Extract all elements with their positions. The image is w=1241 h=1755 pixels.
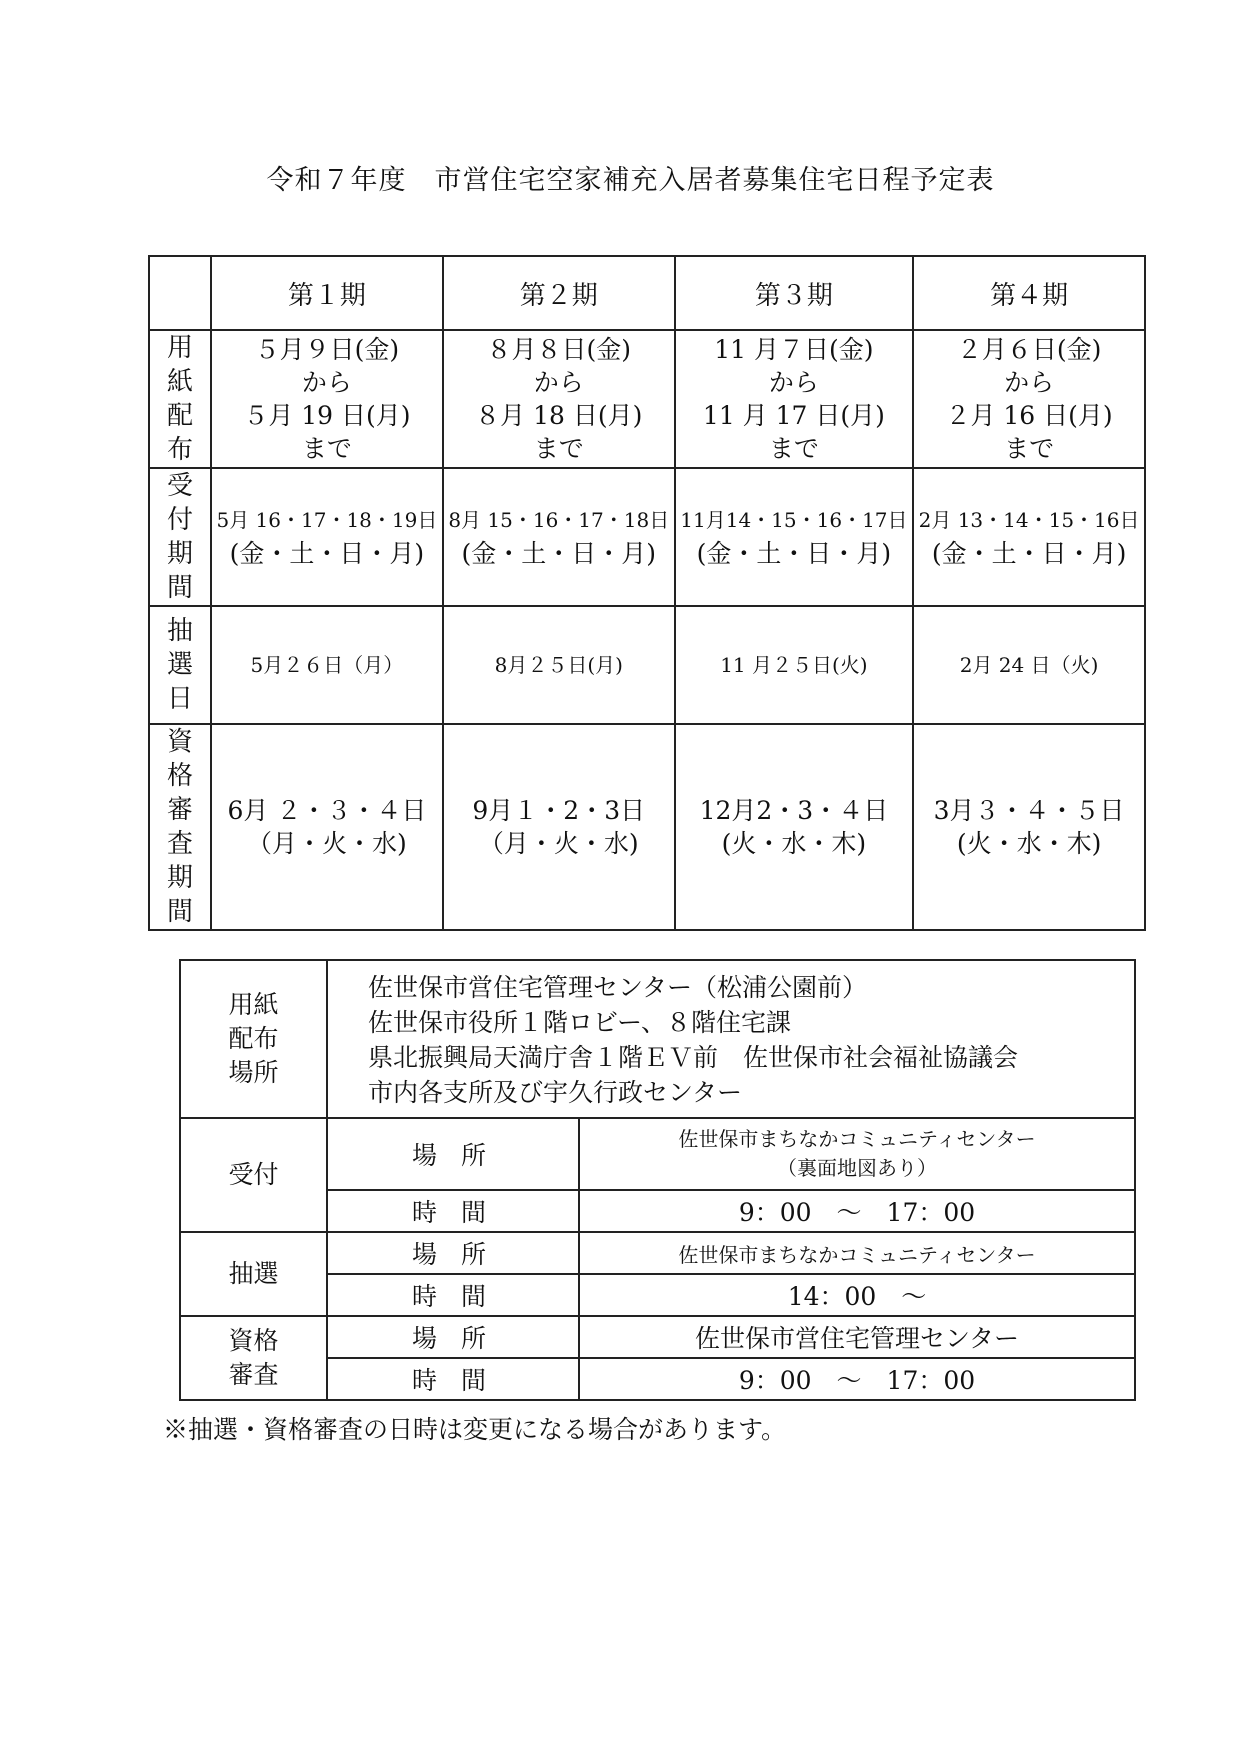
cell-text: 12月2・3・４日	[699, 796, 889, 825]
time-label: 時 間	[327, 1274, 579, 1316]
cell-text: ５月９日(金)	[254, 335, 400, 364]
cell-text: 8月 15・16・17・18日	[448, 508, 670, 532]
label-char: 査	[166, 829, 193, 859]
lottery-cell	[913, 606, 1145, 724]
label-char: 間	[166, 573, 193, 603]
table-row	[149, 606, 1145, 724]
screening-cell	[443, 724, 675, 930]
label-char: 受	[166, 471, 193, 501]
reception-time: 9：00 ～ 17：00	[579, 1190, 1135, 1232]
cell-text: 3月３・４・５日	[933, 796, 1125, 825]
table-row	[180, 1316, 1135, 1358]
cell-text: から	[301, 368, 352, 397]
period-header: 第３期	[675, 256, 913, 330]
cell-text: ２月 16 日(月)	[945, 401, 1113, 430]
row-label-reception	[149, 468, 211, 606]
reception-cell	[913, 468, 1145, 606]
cell-text: 2月 24 日（火)	[959, 652, 1099, 677]
lottery-cell	[211, 606, 443, 724]
place-label: 場 所	[327, 1316, 579, 1358]
row-label-lottery	[149, 606, 211, 724]
label-char: 資	[166, 727, 193, 757]
cell-text: （裏面地図あり）	[777, 1156, 937, 1180]
screening-cell	[211, 724, 443, 930]
cell-text: 県北振興局天満庁舎１階ＥＶ前 佐世保市社会福祉協議会	[368, 1043, 1019, 1072]
reception-cell	[443, 468, 675, 606]
page-title: 令和７年度 市営住宅空家補充入居者募集住宅日程予定表	[266, 165, 995, 196]
period-header: 第１期	[211, 256, 443, 330]
label-char: 日	[166, 684, 193, 714]
cell-text: 11 月 17 日(月)	[702, 401, 885, 430]
distribution-places	[327, 960, 1135, 1118]
distribution-place-label	[180, 960, 327, 1118]
screening-cell	[913, 724, 1145, 930]
cell-text: (金・土・日・月)	[461, 539, 657, 568]
row-label-screening	[149, 724, 211, 930]
reception-place	[579, 1118, 1135, 1190]
table-row	[180, 1232, 1135, 1274]
table-row	[149, 330, 1145, 468]
label-char: 審査	[228, 1360, 279, 1389]
cell-text: 佐世保市営住宅管理センター（松浦公園前）	[368, 973, 868, 1002]
table-row	[149, 724, 1145, 930]
cell-text: (金・土・日・月)	[696, 539, 892, 568]
label-char: 配	[166, 401, 193, 431]
screening-time: 9：00 ～ 17：00	[579, 1358, 1135, 1400]
place-label: 場 所	[327, 1232, 579, 1274]
lottery-time: 14：00 ～	[579, 1274, 1135, 1316]
distribution-cell	[211, 330, 443, 468]
screening-cell	[675, 724, 913, 930]
label-char: 布	[166, 435, 193, 465]
reception-cell	[211, 468, 443, 606]
label-char: 配布	[228, 1024, 279, 1053]
cell-text: 6月 ２・３・４日	[227, 796, 427, 825]
label-char: 選	[166, 650, 193, 680]
cell-text: ８月 18 日(月)	[475, 401, 643, 430]
cell-text: 11月14・15・16・17日	[680, 508, 908, 532]
lottery-label: 抽選	[180, 1232, 327, 1316]
lottery-place: 佐世保市まちなかコミュニティセンター	[579, 1232, 1135, 1274]
cell-text: （月・火・水)	[247, 829, 407, 858]
table-row	[180, 960, 1135, 1118]
cell-text: 8月２５日(月)	[494, 652, 623, 677]
cell-text: 市内各支所及び宇久行政センター	[368, 1078, 743, 1107]
distribution-cell	[675, 330, 913, 468]
label-char: 抽	[166, 616, 193, 646]
schedule-table	[148, 255, 1146, 931]
cell-text: まで	[301, 434, 352, 463]
reception-label: 受付	[180, 1118, 327, 1232]
label-char: 格	[166, 761, 193, 791]
screening-label	[180, 1316, 327, 1400]
cell-text: まで	[533, 434, 584, 463]
cell-text: 2月 13・14・15・16日	[918, 508, 1140, 532]
label-char: 間	[166, 897, 193, 927]
screening-place: 佐世保市営住宅管理センター	[579, 1316, 1135, 1358]
cell-text: 11 月７日(金)	[714, 335, 874, 364]
cell-text: (火・水・木)	[956, 829, 1102, 858]
cell-text: 11 月２５日(火)	[720, 652, 868, 677]
lottery-cell	[443, 606, 675, 724]
label-char: 場所	[228, 1058, 279, 1087]
cell-text: 5月 16・17・18・19日	[216, 508, 438, 532]
label-char: 期	[166, 539, 193, 569]
label-char: 期	[166, 863, 193, 893]
table-header-row	[149, 256, 1145, 330]
cell-text: から	[768, 368, 819, 397]
time-label: 時 間	[327, 1190, 579, 1232]
cell-text: 5月２６日（月）	[250, 652, 404, 677]
cell-text: ５月 19 日(月)	[243, 401, 411, 430]
cell-text: 佐世保市役所１階ロビー、８階住宅課	[368, 1008, 792, 1037]
cell-text: (火・水・木)	[721, 829, 867, 858]
distribution-cell	[443, 330, 675, 468]
cell-text: (金・土・日・月)	[931, 539, 1127, 568]
label-char: 用	[166, 333, 193, 363]
label-char: 資格	[228, 1326, 279, 1355]
label-char: 紙	[166, 367, 193, 397]
cell-text: 9月１・2・3日	[472, 796, 646, 825]
table-row	[149, 468, 1145, 606]
cell-text: ２月６日(金)	[956, 335, 1102, 364]
label-char: 審	[166, 795, 193, 825]
label-char: 用紙	[228, 990, 279, 1019]
cell-text: 佐世保市まちなかコミュニティセンター	[678, 1127, 1036, 1151]
footnote: ※抽選・資格審査の日時は変更になる場合があります。	[163, 1415, 787, 1444]
row-label-distribution	[149, 330, 211, 468]
cell-text: まで	[1004, 434, 1055, 463]
cell-text: まで	[768, 434, 819, 463]
label-char: 付	[166, 505, 193, 535]
cell-text: から	[1004, 368, 1055, 397]
cell-text: （月・火・水)	[478, 829, 639, 858]
cell-text: (金・土・日・月)	[229, 539, 425, 568]
reception-cell	[675, 468, 913, 606]
lottery-cell	[675, 606, 913, 724]
period-header: 第２期	[443, 256, 675, 330]
place-label: 場 所	[327, 1118, 579, 1190]
cell-text: から	[533, 368, 584, 397]
distribution-cell	[913, 330, 1145, 468]
time-label: 時 間	[327, 1358, 579, 1400]
info-table	[179, 959, 1136, 1401]
period-header: 第４期	[913, 256, 1145, 330]
cell-text: ８月８日(金)	[486, 335, 632, 364]
corner-cell	[149, 256, 211, 330]
table-row	[180, 1118, 1135, 1190]
